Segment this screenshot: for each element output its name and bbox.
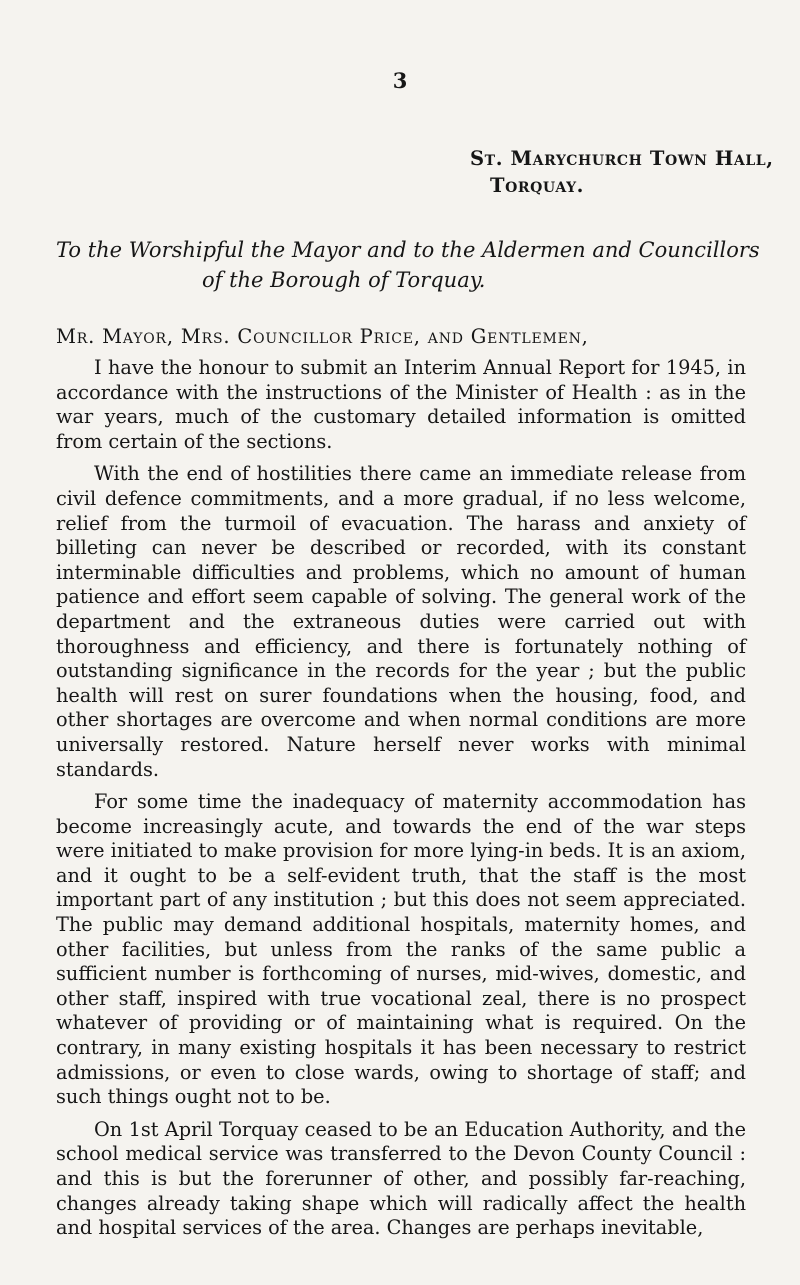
dedication-line-1: To the Worshipful the Mayor and to the Aldermen and Councillors [56,238,760,262]
address-line-2: Torquay. [490,174,585,197]
paragraph: I have the honour to submit an Interim Annual Report for 1945, in accordance with the instructions of the Minister of Health : as in the war years, much of the customary detailed information is omitted from certain of the sections. [56,356,746,453]
address-line-1: St. Marychurch Town Hall, [470,147,774,170]
paragraph: For some time the inadequacy of maternity accommodation has become increasingly acute, and towards the end of the war steps were initiated to make provision for more lying-in beds. It is an axiom, and it ought to be a self-evident truth, that the staff is the most important part of any institution ; but this does not seem appreciated. The public may demand additional hospitals, maternity homes, and other facilities, but unless from the ranks of the same public a sufficient number is forthcoming of nurses, mid-wives, domestic, and other staff, inspired with true vocational zeal, there is no prospect whatever of providing or of maintaining what is required. On the contrary, in many existing hospitals it has been necessary to restrict admissions, or even to close wards, owing to shortage of staff; and such things ought not to be. [56,790,746,1109]
page-number: 3 [392,68,408,93]
salutation: Mr. Mayor, Mrs. Councillor Price, and Gentlemen, [56,325,589,348]
paragraph: With the end of hostilities there came an immediate release from civil defence commitments, and a more gradual, if no less welcome, relief from the turmoil of evacuation. The harass and anxiety of billeting can never be described or recorded, with its constant interminable difficulties and problems, which no amount of human patience and effort seem capable of solving. The general work of the department and the extraneous duties were carried out with thoroughness and efficiency, and there is fortunately nothing of outstanding significance in the records for the year ; but the public health will rest on surer foundations when the housing, food, and other shortages are overcome and when normal conditions are more universally restored. Nature herself never works with minimal standards. [56,462,746,781]
dedication-line-2: of the Borough of Torquay. [202,268,486,292]
report-body [56,356,746,1249]
paragraph: On 1st April Torquay ceased to be an Education Authority, and the school medical service was transferred to the Devon County Council : and this is but the forerunner of other, and possibly far-reaching, changes already taking shape which will radically affect the health and hospital services of the area. Changes are perhaps inevitable, [56,1117,746,1240]
